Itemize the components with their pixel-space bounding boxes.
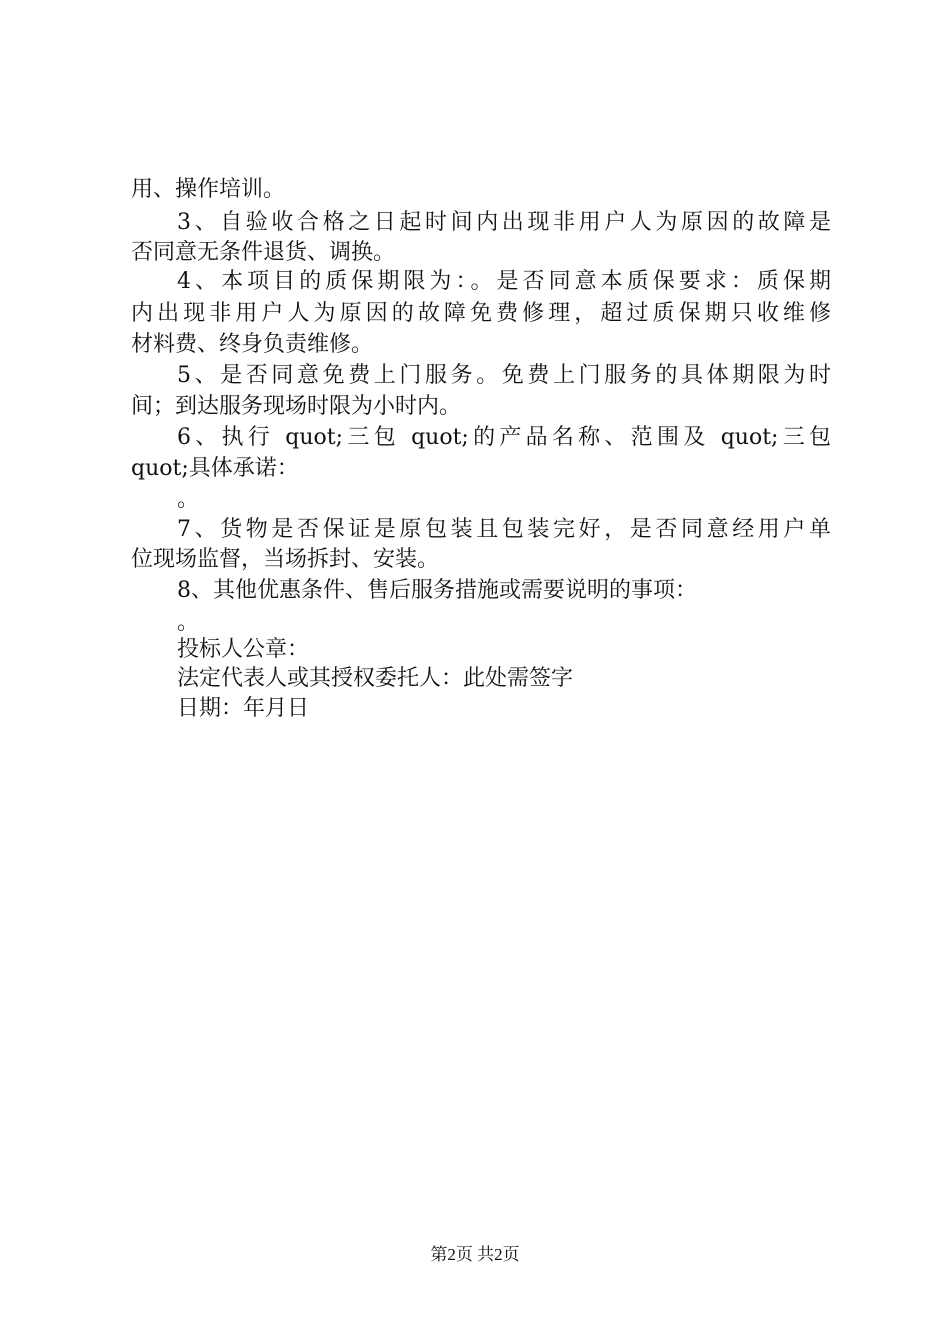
text-line: 用、操作培训。 <box>131 177 286 202</box>
text-line: 内出现非用户人为原因的故障免费修理，超过质保期只收维修 <box>131 301 831 326</box>
text-line: 6、执行 quot;三包 quot;的产品名称、范围及 quot;三包 <box>177 425 831 450</box>
text-line: quot;具体承诺： <box>131 456 299 481</box>
text-line: 8、其他优惠条件、售后服务措施或需要说明的事项： <box>177 578 697 603</box>
text-line: 位现场监督，当场拆封、安装。 <box>131 547 440 572</box>
text-line: 间；到达服务现场时限为小时内。 <box>131 394 462 419</box>
text-line: 投标人公章： <box>177 637 310 662</box>
text-line: 日期：年月日 <box>177 696 310 721</box>
text-line: 5、是否同意免费上门服务。免费上门服务的具体期限为时 <box>177 363 831 388</box>
text-line: 4、本项目的质保期限为：。是否同意本质保要求：质保期 <box>177 269 831 294</box>
text-line: 。 <box>177 610 200 635</box>
text-line: 法定代表人或其授权委托人：此处需签字 <box>177 666 574 691</box>
page-footer: 第2页 共2页 <box>430 1245 520 1264</box>
text-line: 否同意无条件退货、调换。 <box>131 240 396 265</box>
text-line: 。 <box>177 487 200 512</box>
text-line: 3、自验收合格之日起时间内出现非用户人为原因的故障是 <box>177 210 831 235</box>
text-line: 材料费、终身负责维修。 <box>131 332 374 357</box>
text-line: 7、货物是否保证是原包装且包装完好，是否同意经用户单 <box>177 517 831 542</box>
